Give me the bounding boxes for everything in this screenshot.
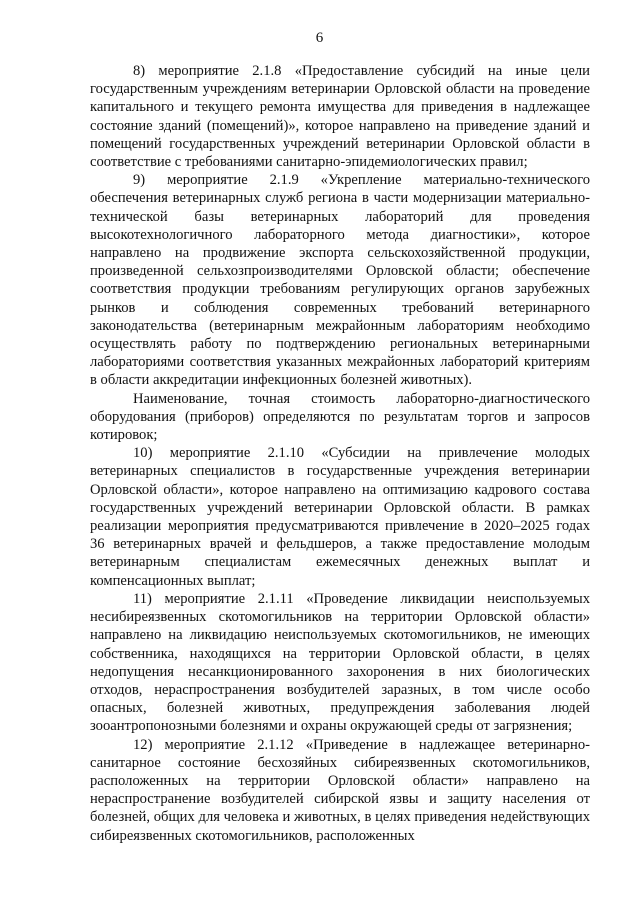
paragraph-item-9: 9) мероприятие 2.1.9 «Укрепление материально-технического обеспечения ветеринарных служб региона в части модернизации материально-технической базы ветеринарных лабораторий для проведения высокотехнологичного лабораторного метода диагностики», которое направлено на продвижение экспорта сельскохозяйственной продукции, произведенной сельхозпроизводителями Орловской области; обеспечение соответствия продукции требованиям регулирующих органов зарубежных рынков и соблюдения современных требований ветеринарного законодательства (ветеринарным межрайонным лабораториям необходимо осуществлять работу по подтверждению региональных ветеринарными лабораториями соответствия указанных межрайонных лабораторий критериям в области аккредитации инфекционных болезней животных). [90, 172, 590, 389]
page-number: 6 [315, 30, 324, 46]
paragraph-item-12: 12) мероприятие 2.1.12 «Приведение в надлежащее ветеринарно-санитарное состояние бесхозяйных сибиреязвенных скотомогильников, расположенных на территории Орловской области» направлено на нераспространение возбудителей сибирской язвы и защиту населения от болезней, общих для человека и животных, в целях приведения недействующих сибиреязвенных скотомогильников, расположенных [90, 736, 590, 844]
document-body [90, 62, 590, 845]
paragraph-item-10: 10) мероприятие 2.1.10 «Субсидии на привлечение молодых ветеринарных специалистов в государственные учреждения ветеринарии Орловской области», которое направлено на оптимизацию кадрового состава государственных учреждений ветеринарии Орловской области. В рамках реализации мероприятия предусматриваются привлечение в 2020–2025 годах 36 ветеринарных врачей и фельдшеров, а также предоставление молодым ветеринарным специалистам ежемесячных денежных выплат и компенсационных выплат; [90, 445, 590, 589]
paragraph-item-8: 8) мероприятие 2.1.8 «Предоставление субсидий на иные цели государственным учреждениям ветеринарии Орловской области на проведение капитального и текущего ремонта имущества для приведения в надлежащее состояние зданий (помещений)», которое направлено на приведение зданий и помещений государственных учреждений ветеринарии Орловской области в соответствие с требованиями санитарно-эпидемиологических правил; [90, 63, 590, 171]
paragraph-item-11: 11) мероприятие 2.1.11 «Проведение ликвидации неиспользуемых несибиреязвенных скотомогильников на территории Орловской области» направлено на ликвидацию неиспользуемых скотомогильников, не имеющих собственника, находящихся на территории Орловской области, в целях недопущения несанкционированного захоронения в них биологических отходов, нераспространения возбудителей заразных, в том числе особо опасных, болезней животных, предупреждения заболевания людей зооантропонозными болезнями и охраны окружающей среды от загрязнения; [90, 590, 590, 735]
paragraph-equipment-note: Наименование, точная стоимость лабораторно-диагностического оборудования (приборов) определяются по результатам торгов и запросов котировок; [90, 390, 590, 444]
